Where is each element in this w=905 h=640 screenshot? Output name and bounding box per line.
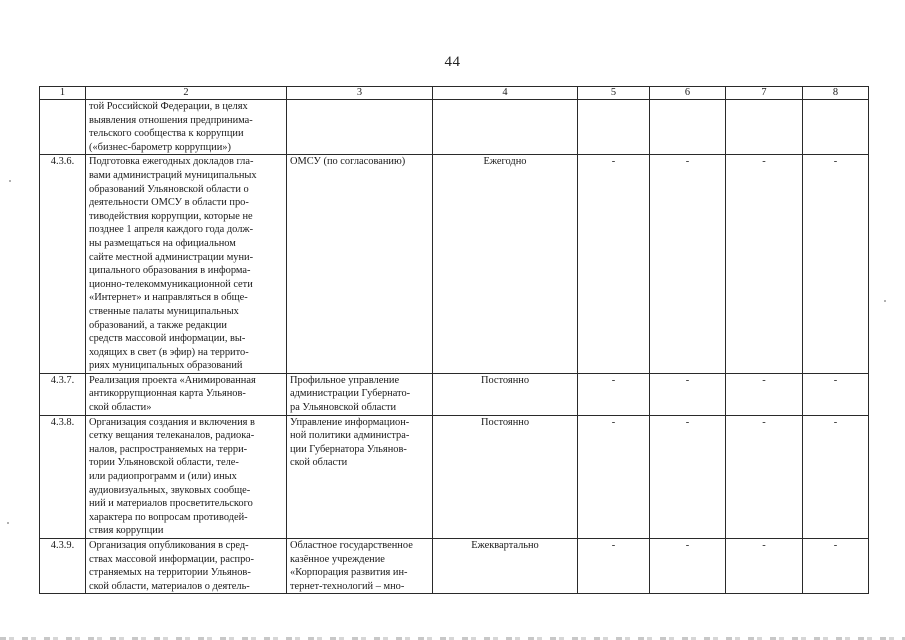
value-cell-6: - <box>650 539 726 594</box>
table-row <box>40 155 869 374</box>
executor-line: ной политики администра- <box>290 430 410 442</box>
scan-speck <box>9 180 11 182</box>
term-cell: Постоянно <box>433 415 578 538</box>
value-cell-5 <box>578 100 650 155</box>
activity-cell <box>86 100 287 155</box>
activity-line: ны размещаться на официальном <box>89 237 236 249</box>
value-cell-7: - <box>726 373 803 415</box>
activity-line: или радиопрограмм и (или) иных <box>89 471 237 483</box>
value-cell-7: - <box>726 155 803 374</box>
activity-line: вами администраций муниципальных <box>89 169 257 181</box>
activity-line: той Российской Федерации, в целях <box>89 101 248 112</box>
value-cell-7: - <box>726 415 803 538</box>
value-cell-6 <box>650 100 726 155</box>
activity-line: налов, распространяемых на терри- <box>89 443 248 455</box>
activity-line: («бизнес-барометр коррупции») <box>89 141 231 153</box>
row-number: 4.3.8. <box>40 415 86 538</box>
term-cell: Ежеквартально <box>433 539 578 594</box>
column-header: 7 <box>726 87 803 100</box>
activity-line: ственные палаты муниципальных <box>89 305 239 317</box>
activity-line: ционно-телекоммуникационной сети <box>89 278 253 290</box>
value-cell-8: - <box>803 373 869 415</box>
activity-line: риях муниципальных образований <box>89 360 243 372</box>
value-cell-5: - <box>578 539 650 594</box>
activity-line: ходящих в свет (в эфир) на террито- <box>89 346 249 358</box>
column-header: 8 <box>803 87 869 100</box>
column-header: 1 <box>40 87 86 100</box>
activity-line: деятельности ОМСУ в области про- <box>89 197 249 209</box>
table-row <box>40 415 869 538</box>
activity-line: ской области, материалов о деятель- <box>89 580 250 592</box>
executor-line: Областное государственное <box>290 540 413 551</box>
column-header: 6 <box>650 87 726 100</box>
executor-line: тернет-технологий – мно- <box>290 580 405 592</box>
activity-line: Организация опубликования в сред- <box>89 540 249 551</box>
value-cell-7 <box>726 100 803 155</box>
row-number: 4.3.9. <box>40 539 86 594</box>
value-cell-6: - <box>650 373 726 415</box>
column-header: 4 <box>433 87 578 100</box>
activity-cell <box>86 415 287 538</box>
value-cell-5: - <box>578 373 650 415</box>
value-cell-8: - <box>803 539 869 594</box>
activity-line: Подготовка ежегодных докладов гла- <box>89 156 254 168</box>
row-number: 4.3.7. <box>40 373 86 415</box>
activity-line: ствия коррупции <box>89 525 164 537</box>
executor-line: Профильное управление <box>290 374 400 386</box>
executor-line: ра Ульяновской области <box>290 402 397 414</box>
activity-line: сайте местной администрации муни- <box>89 251 254 263</box>
activity-line: образований, а также редакции <box>89 319 227 331</box>
column-number-row <box>40 87 869 100</box>
activity-cell <box>86 539 287 594</box>
activity-line: образований Ульяновской области о <box>89 183 249 195</box>
executor-line: ской области <box>290 457 348 469</box>
executor-line: ОМСУ (по согласованию) <box>290 156 406 168</box>
executor-cell <box>287 415 433 538</box>
activity-line: аудиовизуальных, звуковых сообще- <box>89 484 251 496</box>
activity-line: выявления отношения предпринима- <box>89 114 253 126</box>
column-header: 3 <box>287 87 433 100</box>
scan-speck <box>884 300 886 302</box>
value-cell-8 <box>803 100 869 155</box>
activity-line: «Интернет» и направляться в обще- <box>89 292 248 304</box>
activity-line: тиводействия коррупции, которые не <box>89 210 253 222</box>
column-header: 2 <box>86 87 287 100</box>
table-row <box>40 539 869 594</box>
activity-line: Организация создания и включения в <box>89 416 255 428</box>
value-cell-5: - <box>578 155 650 374</box>
table-row <box>40 100 869 155</box>
activity-line: тории Ульяновской области, теле- <box>89 457 239 469</box>
executor-line: ции Губернатора Ульянов- <box>290 443 407 455</box>
table-row <box>40 373 869 415</box>
executor-cell <box>287 539 433 594</box>
activity-line: антикоррупционная карта Ульянов- <box>89 388 246 400</box>
page-number: 44 <box>444 54 461 70</box>
executor-line: администрации Губернато- <box>290 388 411 400</box>
term-cell: Ежегодно <box>433 155 578 374</box>
activity-line: ний и материалов просветительского <box>89 498 253 510</box>
activity-line: страняемых на территории Ульянов- <box>89 567 251 579</box>
executor-cell <box>287 155 433 374</box>
activity-line: ской области» <box>89 402 152 414</box>
scan-speck <box>7 522 9 524</box>
executor-line: Управление информацион- <box>290 416 410 428</box>
activity-line: Реализация проекта «Анимированная <box>89 374 256 386</box>
value-cell-7: - <box>726 539 803 594</box>
activity-line: ствах массовой информации, распро- <box>89 553 254 565</box>
executor-line: казённое учреждение <box>290 553 385 565</box>
activity-line: позднее 1 апреля каждого года долж- <box>89 224 254 236</box>
value-cell-8: - <box>803 415 869 538</box>
value-cell-5: - <box>578 415 650 538</box>
row-number <box>40 100 86 155</box>
activity-line: характера по вопросам противодей- <box>89 511 248 523</box>
activity-line: сетку вещания телеканалов, радиока- <box>89 430 255 442</box>
activity-line: тельского сообщества к коррупции <box>89 128 244 140</box>
activity-cell <box>86 373 287 415</box>
column-header: 5 <box>578 87 650 100</box>
executor-cell <box>287 373 433 415</box>
value-cell-8: - <box>803 155 869 374</box>
action-plan-table <box>39 86 869 594</box>
term-cell: Постоянно <box>433 373 578 415</box>
row-number: 4.3.6. <box>40 155 86 374</box>
activity-cell <box>86 155 287 374</box>
executor-line: «Корпорация развития ин- <box>290 567 408 579</box>
value-cell-6: - <box>650 415 726 538</box>
activity-line: средств массовой информации, вы- <box>89 333 246 345</box>
executor-cell <box>287 100 433 155</box>
term-cell <box>433 100 578 155</box>
activity-line: ципального образования в информа- <box>89 265 251 277</box>
value-cell-6: - <box>650 155 726 374</box>
